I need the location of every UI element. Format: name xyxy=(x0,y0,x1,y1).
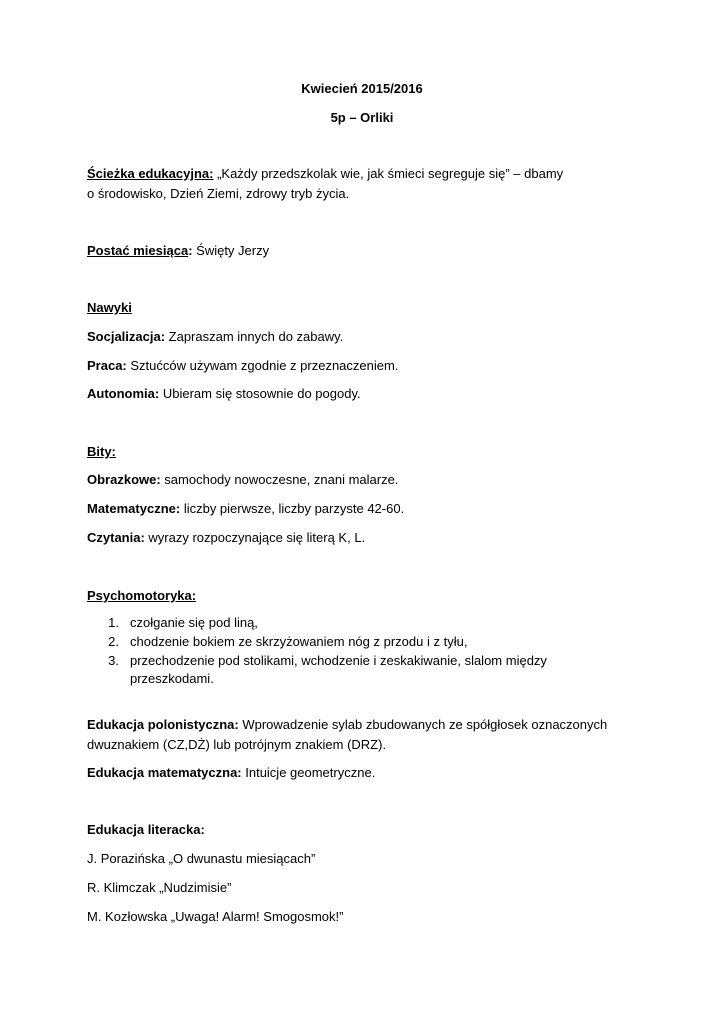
math-education-label: Edukacja matematyczna: xyxy=(87,765,242,780)
habit-item xyxy=(87,328,343,345)
literary-item: R. Klimczak „Nudzimisie” xyxy=(87,880,232,895)
math-education-value: Intuicje geometryczne. xyxy=(241,765,376,780)
psychomotor-item: czołganie się pod liną, xyxy=(130,615,258,630)
bits-heading: Bity: xyxy=(87,444,116,459)
educational-path-label: Ścieżka edukacyjna: xyxy=(87,166,214,181)
bits-item xyxy=(87,471,398,488)
habit-label: Praca: xyxy=(87,358,127,373)
psychomotor-item: przechodzenie pod stolikami, wchodzenie i zeskakiwanie, slalom między xyxy=(130,653,547,668)
bits-value: wyrazy rozpoczynające się literą K, L. xyxy=(144,530,366,545)
habit-item xyxy=(87,385,361,402)
habit-item xyxy=(87,357,398,374)
polish-education-line2: dwuznakiem (CZ,DŻ) lub potrójnym znakiem (DRZ). xyxy=(87,737,387,752)
habit-label: Autonomia: xyxy=(87,386,160,401)
bits-value: samochody nowoczesne, znani malarze. xyxy=(160,472,399,487)
psychomotor-item-continuation: przeszkodami. xyxy=(130,671,214,686)
psychomotor-item: chodzenie bokiem ze skrzyżowaniem nóg z przodu i z tyłu, xyxy=(130,634,468,649)
educational-path-line1: „Każdy przedszkolak wie, jak śmieci segreguje się” – dbamy xyxy=(213,166,564,181)
habit-value: Sztućców używam zgodnie z przeznaczeniem. xyxy=(126,358,399,373)
bits-item xyxy=(87,529,365,546)
polish-education xyxy=(87,716,607,733)
literary-item: M. Kozłowska „Uwaga! Alarm! Smogosmok!” xyxy=(87,909,344,924)
figure-of-month xyxy=(87,242,269,259)
polish-education-label: Edukacja polonistyczna: xyxy=(87,717,239,732)
list-number: 3. xyxy=(108,653,119,668)
psychomotor-heading: Psychomotoryka: xyxy=(87,588,197,603)
bits-value: liczby pierwsze, liczby parzyste 42-60. xyxy=(180,501,405,516)
bits-label: Obrazkowe: xyxy=(87,472,161,487)
educational-path xyxy=(87,165,563,182)
educational-path-line2: o środowisko, Dzień Ziemi, zdrowy tryb życia. xyxy=(87,186,350,201)
literary-heading: Edukacja literacka: xyxy=(87,822,205,837)
habit-value: Zapraszam innych do zabawy. xyxy=(165,329,344,344)
math-education xyxy=(87,764,375,781)
habit-label: Socjalizacja: xyxy=(87,329,166,344)
bits-label: Matematyczne: xyxy=(87,501,181,516)
list-number: 1. xyxy=(108,615,119,630)
figure-of-month-sep: : xyxy=(188,243,193,258)
list-number: 2. xyxy=(108,634,119,649)
group-name: 5p – Orliki xyxy=(330,110,394,125)
habits-heading: Nawyki xyxy=(87,300,132,315)
bits-item xyxy=(87,500,404,517)
literary-item: J. Porazińska „O dwunastu miesiącach” xyxy=(87,851,316,866)
polish-education-line1: Wprowadzenie sylab zbudowanych ze spółgłosek oznaczonych xyxy=(238,717,608,732)
habit-value: Ubieram się stosownie do pogody. xyxy=(159,386,361,401)
figure-of-month-label: Postać miesiąca xyxy=(87,243,189,258)
bits-label: Czytania: xyxy=(87,530,145,545)
document-title: Kwiecień 2015/2016 xyxy=(301,81,423,96)
figure-of-month-value: Święty Jerzy xyxy=(192,243,270,258)
